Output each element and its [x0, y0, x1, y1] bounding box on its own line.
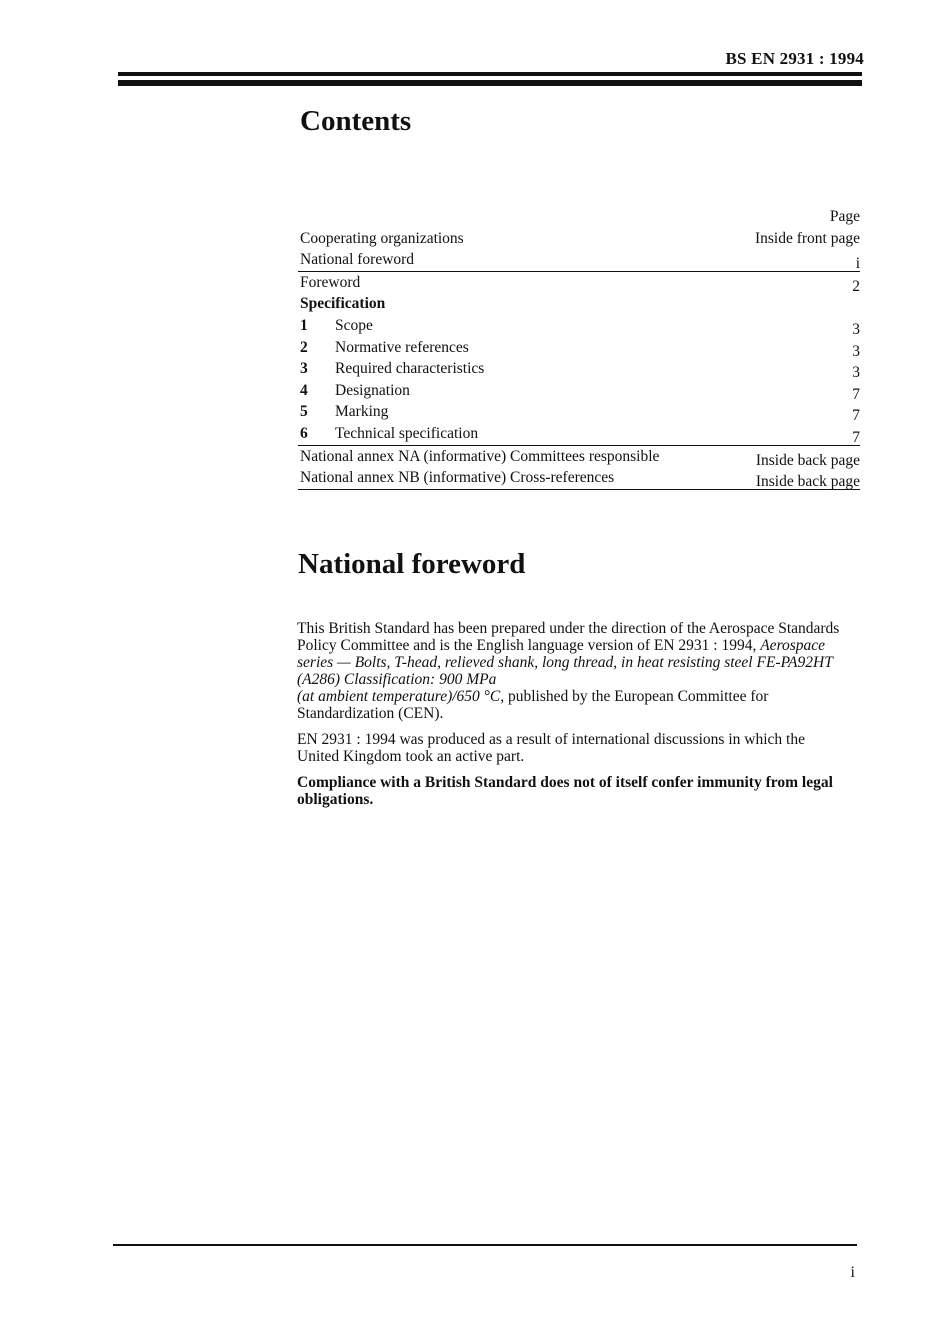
toc-row-cooperating[interactable]: [298, 228, 860, 250]
toc-clause-number: 1: [300, 316, 308, 334]
toc-clause-number: 2: [300, 338, 308, 356]
toc-label: National annex NB (informative) Cross-references: [300, 469, 615, 487]
page-number: i: [850, 1264, 855, 1281]
toc-clause-number: 3: [300, 360, 308, 378]
header-rule-thin: [118, 72, 862, 76]
footer-rule: [113, 1244, 857, 1246]
toc-clause-number: 5: [300, 403, 308, 421]
toc-page: 7: [852, 385, 860, 403]
contents-title: Contents: [300, 105, 412, 137]
toc-label: Cooperating organizations: [300, 229, 464, 247]
toc-label: National foreword: [300, 251, 415, 269]
foreword-compliance-notice: Compliance with a British Standard does not of itself confer immunity from legal obligations.: [297, 774, 833, 808]
toc-clause-title: Designation: [335, 381, 410, 399]
toc-page: i: [855, 255, 860, 273]
table-of-contents: [298, 206, 860, 490]
toc-clause-title: Normative references: [335, 338, 469, 356]
toc-page: 7: [852, 407, 860, 425]
toc-page: Inside back page: [755, 451, 860, 469]
toc-clause-number: 6: [300, 424, 308, 442]
toc-clause-number: 4: [300, 381, 308, 399]
foreword-paragraph-1: [297, 620, 845, 722]
foreword-standard-title: Aerospace series — Bolts, T-head, relieved shank, long thread, in heat resisting steel FE-PA92HT (A286) Classification: 900 MPa: [297, 637, 833, 688]
toc-row-national-foreword[interactable]: [298, 249, 860, 271]
document-code: BS EN 2931 : 1994: [725, 49, 864, 68]
toc-row-foreword[interactable]: [298, 271, 860, 294]
toc-label: Foreword: [300, 273, 361, 291]
toc-clause-title: Marking: [335, 403, 389, 421]
toc-page-heading: Page: [829, 208, 860, 225]
toc-page: 7: [852, 428, 860, 446]
toc-row-clause[interactable]: [298, 423, 860, 445]
toc-row-clause[interactable]: [298, 337, 860, 359]
foreword-paragraph-2: EN 2931 : 1994 was produced as a result of international discussions in which the United Kingdom took an active part.: [297, 731, 805, 765]
toc-row-clause[interactable]: [298, 401, 860, 423]
header-rule-thick: [118, 80, 862, 86]
toc-row-clause[interactable]: [298, 358, 860, 380]
toc-row-annex-nb[interactable]: [298, 467, 860, 490]
foreword-text: This British Standard has been prepared under the direction of the Aerospace Standards Policy Committee and is the English language version of EN 2931 : 1994,: [297, 620, 840, 654]
toc-page: Inside front page: [754, 229, 860, 247]
toc-clause-title: Scope: [335, 316, 373, 334]
toc-page: 3: [852, 342, 860, 360]
toc-page: 3: [852, 320, 860, 338]
toc-page: Inside back page: [755, 473, 860, 491]
toc-section-heading: Specification: [300, 295, 386, 313]
toc-clause-title: Technical specification: [335, 424, 479, 442]
toc-page: 3: [852, 364, 860, 382]
toc-page: 2: [852, 277, 860, 295]
toc-row-annex-na[interactable]: [298, 445, 860, 468]
national-foreword-title: National foreword: [298, 548, 526, 580]
foreword-standard-title-cont: (at ambient temperature)/650 °C: [297, 688, 501, 705]
toc-row-clause[interactable]: [298, 315, 860, 337]
toc-row-clause[interactable]: [298, 380, 860, 402]
foreword-text: , published by the European Committee for Standardization (CEN).: [297, 688, 769, 722]
national-foreword-body: [297, 620, 845, 817]
toc-row-specification: [298, 293, 860, 315]
toc-clause-title: Required characteristics: [335, 360, 485, 378]
toc-page-heading-row: [298, 206, 860, 228]
toc-label: National annex NA (informative) Committees responsible: [300, 447, 660, 465]
